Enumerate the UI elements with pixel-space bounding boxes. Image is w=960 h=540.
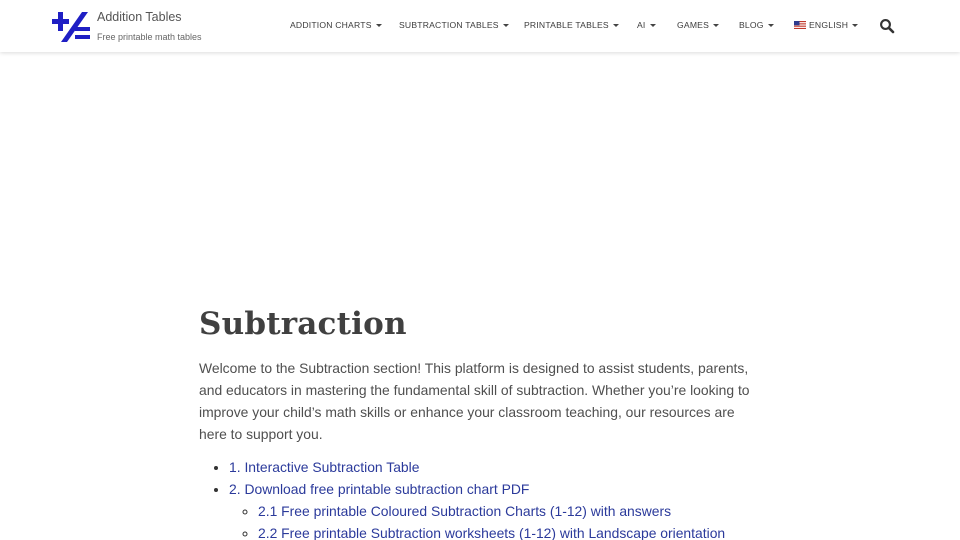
caret-down-icon [650,24,656,27]
site-logo-link[interactable] [52,8,222,46]
caret-down-icon [503,24,509,27]
caret-down-icon [713,24,719,27]
nav-item-addition-charts[interactable] [290,20,382,30]
main-content [199,300,769,540]
nav-item-ai[interactable] [637,20,656,30]
nav-item-subtraction-tables[interactable] [399,20,509,30]
toc-subitem [258,522,769,540]
nav-label: PRINTABLE TABLES [524,20,609,30]
search-icon[interactable] [879,18,895,34]
nav-item-blog[interactable] [739,20,774,30]
nav-label: GAMES [677,20,710,30]
toc-link-interactive-table[interactable]: 1. Interactive Subtraction Table [229,459,420,475]
toc-link-download-pdf[interactable]: 2. Download free printable subtraction chart PDF [229,481,530,497]
us-flag-icon [794,21,806,29]
toc-item [229,456,769,478]
toc-link-coloured-charts[interactable]: 2.1 Free printable Coloured Subtraction Charts (1-12) with answers [258,503,672,519]
caret-down-icon [852,24,858,27]
nav-label: SUBTRACTION TABLES [399,20,499,30]
toc-sublist [229,500,769,540]
toc-link-landscape-worksheets[interactable]: 2.2 Free printable Subtraction worksheets (1-12) with Landscape orientation [258,525,726,540]
site-tagline: Free printable math tables [97,32,202,42]
caret-down-icon [376,24,382,27]
nav-item-language[interactable] [794,20,858,30]
caret-down-icon [613,24,619,27]
nav-label: ADDITION CHARTS [290,20,372,30]
table-of-contents [199,456,769,540]
nav-label: BLOG [739,20,764,30]
intro-paragraph: Welcome to the Subtraction section! This platform is designed to assist students, parents, and educators in mastering the fundamental skill of subtraction. Whether you’re looking to improve your child’s math skills or enhance your classroom teaching, our resources are here to support you. [199,360,750,442]
page-title: Subtraction [199,306,407,342]
caret-down-icon [768,24,774,27]
nav-item-printable-tables[interactable] [524,20,619,30]
nav-label: ENGLISH [809,20,849,30]
toc-item [229,478,769,540]
top-navbar [0,0,960,52]
site-title: Addition Tables [97,10,182,24]
plus-minus-logo-icon [52,10,92,44]
toc-subitem [258,500,769,522]
nav-label: AI [637,20,646,30]
nav-item-games[interactable] [677,20,719,30]
